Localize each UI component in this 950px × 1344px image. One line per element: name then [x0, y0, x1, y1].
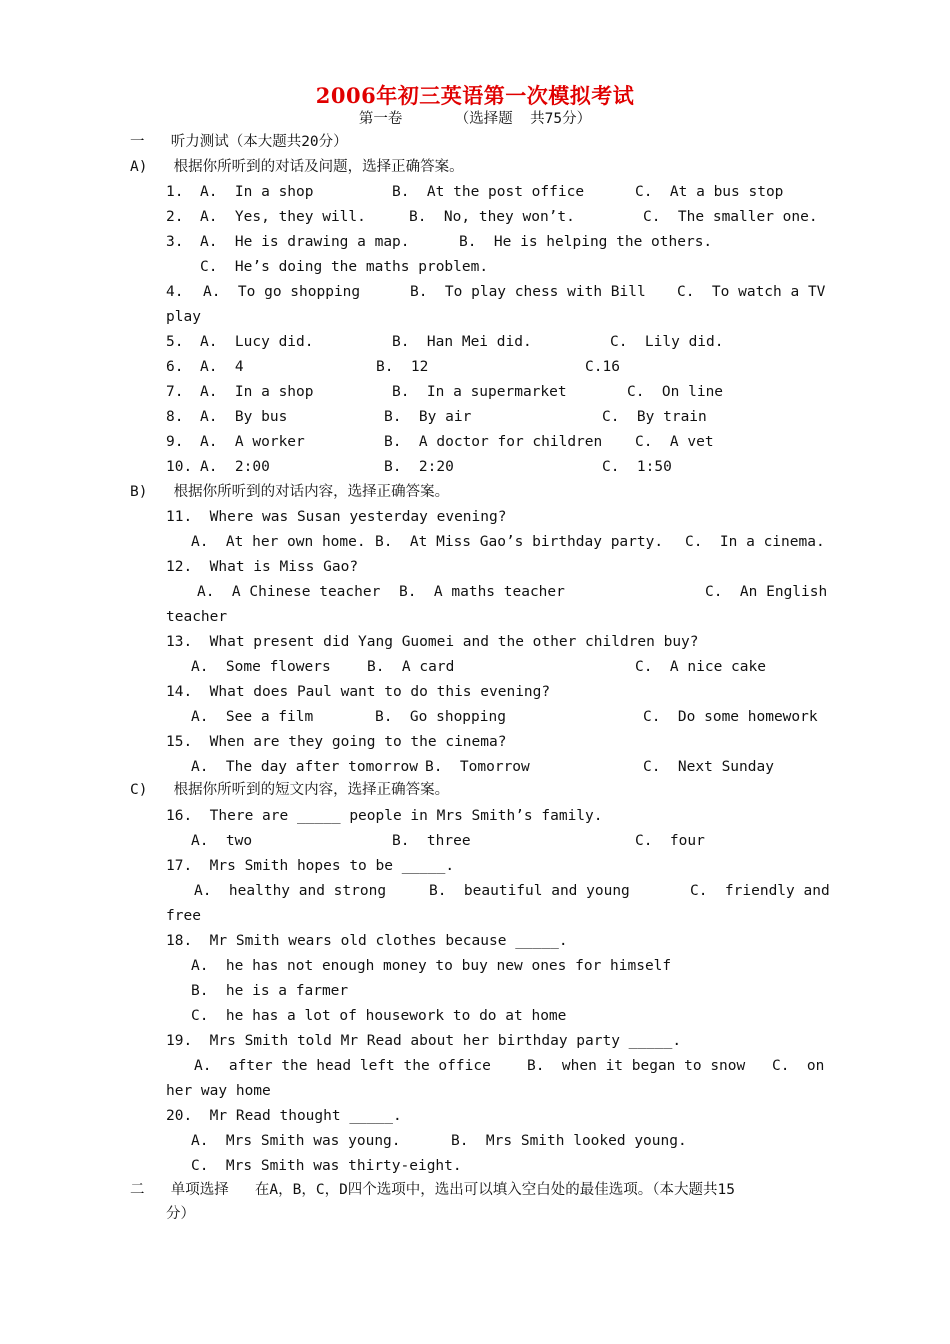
- q14-option-b: B. Go shopping: [375, 709, 506, 725]
- q17-option-a: A. healthy and strong: [194, 883, 387, 899]
- q13-option-b: B. A card: [367, 659, 455, 675]
- q19-option-c-cont: her way home: [166, 1083, 271, 1099]
- q8-option-b: B. By air: [384, 409, 472, 425]
- q15-option-c: C. Next Sunday: [643, 759, 774, 775]
- q1-num: 1.: [166, 184, 184, 200]
- q8-option-a: A. By bus: [200, 409, 288, 425]
- q18-option-a: A. he has not enough money to buy new ones for himself: [191, 958, 672, 974]
- q13-stem: 13. What present did Yang Guomei and the other children buy?: [166, 634, 699, 650]
- q5-option-b: B. Han Mei did.: [392, 334, 532, 350]
- q2-option-b: B. No, they won’t.: [409, 209, 575, 225]
- q17-option-c-cont: free: [166, 908, 201, 924]
- q2-num: 2.: [166, 209, 184, 225]
- q7-option-c: C. On line: [627, 384, 724, 400]
- q11-stem: 11. Where was Susan yesterday evening?: [166, 509, 507, 525]
- q1-option-b: B. At the post office: [392, 184, 585, 200]
- q19-option-a: A. after the head left the office: [194, 1058, 491, 1074]
- q17-option-c: C. friendly and: [690, 883, 830, 899]
- q19-option-c: C. on: [772, 1058, 825, 1074]
- q15-option-b: B. Tomorrow: [425, 759, 530, 775]
- q4-option-b: B. To play chess with Bill: [410, 284, 646, 300]
- partC-heading: C) 根据你所听到的短文内容，选择正确答案。: [130, 782, 450, 798]
- q19-stem: 19. Mrs Smith told Mr Read about her birthday party _____.: [166, 1033, 682, 1049]
- q6-option-c: C.16: [585, 359, 620, 375]
- q5-num: 5.: [166, 334, 184, 350]
- q18-option-c: C. he has a lot of housework to do at home: [191, 1008, 567, 1024]
- q10-num: 10.: [166, 459, 193, 475]
- section2-heading: 二 单项选择 在A，B，C，D四个选项中，选出可以填入空白处的最佳选项。（本大题共15: [130, 1182, 736, 1198]
- partA-heading: A) 根据你所听到的对话及问题，选择正确答案。: [130, 159, 464, 175]
- q16-option-a: A. two: [191, 833, 253, 849]
- q6-option-b: B. 12: [376, 359, 429, 375]
- q14-option-a: A. See a film: [191, 709, 314, 725]
- q8-option-c: C. By train: [602, 409, 707, 425]
- q11-option-c: C. In a cinema.: [685, 534, 825, 550]
- q7-option-b: B. In a supermarket: [392, 384, 567, 400]
- q13-option-a: A. Some flowers: [191, 659, 331, 675]
- q12-option-b: B. A maths teacher: [399, 584, 565, 600]
- page-subtitle: 第一卷 （选择题 共75分）: [358, 111, 592, 127]
- q3-num: 3.: [166, 234, 184, 250]
- q7-option-a: A. In a shop: [200, 384, 314, 400]
- q16-option-c: C. four: [635, 833, 705, 849]
- q5-option-a: A. Lucy did.: [200, 334, 314, 350]
- q4-num: 4.: [166, 284, 184, 300]
- q3-option-a: A. He is drawing a map.: [200, 234, 410, 250]
- q20-option-a: A. Mrs Smith was young.: [191, 1133, 401, 1149]
- q14-option-c: C. Do some homework: [643, 709, 818, 725]
- q11-option-b: B. At Miss Gao’s birthday party.: [375, 534, 664, 550]
- q2-option-c: C. The smaller one.: [643, 209, 818, 225]
- q17-stem: 17. Mrs Smith hopes to be _____.: [166, 858, 455, 874]
- q8-num: 8.: [166, 409, 184, 425]
- q17-option-b: B. beautiful and young: [429, 883, 630, 899]
- q10-option-b: B. 2:20: [384, 459, 454, 475]
- q12-option-c-cont: teacher: [166, 609, 228, 625]
- q3-option-b: B. He is helping the others.: [459, 234, 713, 250]
- q18-option-b: B. he is a farmer: [191, 983, 349, 999]
- page-title: 2006年初三英语第一次模拟考试: [315, 83, 635, 108]
- q20-stem: 20. Mr Read thought _____.: [166, 1108, 402, 1124]
- q11-option-a: A. At her own home.: [191, 534, 366, 550]
- q7-num: 7.: [166, 384, 184, 400]
- q4-option-c: C. To watch a TV: [677, 284, 826, 300]
- q1-option-a: A. In a shop: [200, 184, 314, 200]
- q9-option-a: A. A worker: [200, 434, 305, 450]
- q15-stem: 15. When are they going to the cinema?: [166, 734, 507, 750]
- q14-stem: 14. What does Paul want to do this evening?: [166, 684, 551, 700]
- partB-heading: B) 根据你所听到的对话内容，选择正确答案。: [130, 484, 450, 500]
- q18-stem: 18. Mr Smith wears old clothes because _____.: [166, 933, 568, 949]
- q10-option-a: A. 2:00: [200, 459, 270, 475]
- q20-option-b: B. Mrs Smith looked young.: [451, 1133, 687, 1149]
- q6-num: 6.: [166, 359, 184, 375]
- q20-option-c: C. Mrs Smith was thirty-eight.: [191, 1158, 462, 1174]
- q12-option-c: C. An English: [705, 584, 828, 600]
- q15-option-a: A. The day after tomorrow: [191, 759, 418, 775]
- section1-heading: 一 听力测试（本大题共20分）: [130, 134, 348, 150]
- q19-option-b: B. when it began to snow: [527, 1058, 746, 1074]
- q9-option-b: B. A doctor for children: [384, 434, 603, 450]
- q12-stem: 12. What is Miss Gao?: [166, 559, 359, 575]
- q16-stem: 16. There are _____ people in Mrs Smith’s family.: [166, 808, 603, 824]
- q9-option-c: C. A vet: [635, 434, 714, 450]
- q16-option-b: B. three: [392, 833, 471, 849]
- q4-option-a: A. To go shopping: [203, 284, 361, 300]
- q10-option-c: C. 1:50: [602, 459, 672, 475]
- q3-option-c: C. He’s doing the maths problem.: [200, 259, 489, 275]
- q12-option-a: A. A Chinese teacher: [197, 584, 381, 600]
- q6-option-a: A. 4: [200, 359, 244, 375]
- section2-heading-cont: 分）: [166, 1206, 195, 1222]
- q13-option-c: C. A nice cake: [635, 659, 766, 675]
- q4-option-c-cont: play: [166, 309, 201, 325]
- q5-option-c: C. Lily did.: [610, 334, 724, 350]
- q9-num: 9.: [166, 434, 184, 450]
- q2-option-a: A. Yes, they will.: [200, 209, 366, 225]
- q1-option-c: C. At a bus stop: [635, 184, 784, 200]
